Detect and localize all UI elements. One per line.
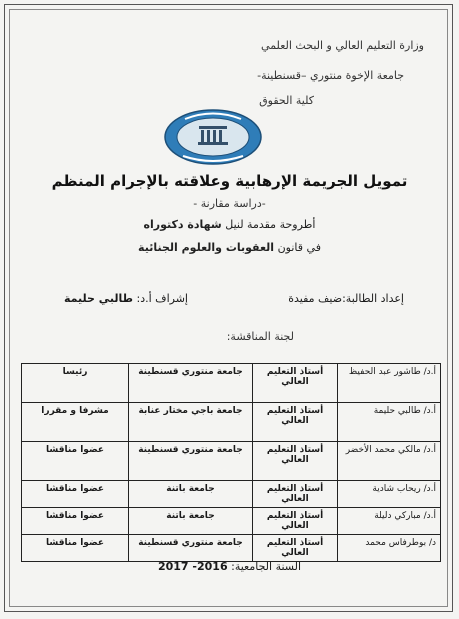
member-university: جامعة باتنة xyxy=(129,481,253,508)
member-university: جامعة باجي مختار عنابة xyxy=(129,403,253,442)
speciality-line xyxy=(0,241,459,254)
thesis-subtitle: -دراسة مقارنة - xyxy=(193,197,266,210)
thesis-title: تمويل الجريمة الإرهابية وعلاقته بالإجرام المنظم xyxy=(51,172,408,190)
member-name: أ.د/ مالكي محمد الأخضر xyxy=(338,442,441,481)
academic-year-label: السنة الجامعية: xyxy=(231,560,302,573)
ministry-line: وزارة التعليم العالي و البحث العلمي xyxy=(261,39,424,52)
member-grade: أستاذ التعليم العالي xyxy=(253,508,338,535)
committee-title: لجنة المناقشة: xyxy=(226,330,294,343)
member-name: أ.د/ طاشور عبد الحفيظ xyxy=(338,364,441,403)
university-line: جامعة الإخوة منتوري –قسنطينة- xyxy=(257,69,404,82)
academic-year xyxy=(0,560,459,573)
member-name: د/ بوطرفاس محمد xyxy=(338,535,441,562)
member-university: جامعة منتوري قسنطينة xyxy=(129,364,253,403)
member-role: عضوا مناقشا xyxy=(22,535,129,562)
member-name: أ.د/ مباركي دليلة xyxy=(338,508,441,535)
supervisor-name: طالبي حليمة xyxy=(64,292,134,305)
member-role: عضوا مناقشا xyxy=(22,508,129,535)
member-grade: أستاذ التعليم العالي xyxy=(253,442,338,481)
speciality-prefix: في قانون xyxy=(277,241,321,254)
committee-table xyxy=(21,363,441,562)
supervisor-line xyxy=(64,292,188,305)
supervisor-prefix: إشراف أ.د: xyxy=(136,292,188,305)
thesis-prefix: أطروحة مقدمة لنيل xyxy=(225,218,316,231)
academic-year-value: 2016- 2017 xyxy=(157,560,228,573)
table-row xyxy=(22,364,441,403)
speciality-name: العقوبات والعلوم الجنائية xyxy=(138,241,275,254)
member-grade: أستاذ التعليم العالي xyxy=(253,535,338,562)
table-row xyxy=(22,481,441,508)
member-name: أ.د/ طالبي حليمة xyxy=(338,403,441,442)
table-row xyxy=(22,508,441,535)
member-role: عضوا مناقشا xyxy=(22,442,129,481)
member-university: جامعة منتوري قسنطينة xyxy=(129,442,253,481)
member-name: أ.د/ ريحاب شادية xyxy=(338,481,441,508)
prepared-by: إعداد الطالبة:ضيف مفيدة xyxy=(288,292,404,305)
table-row xyxy=(22,442,441,481)
member-grade: أستاذ التعليم العالي xyxy=(253,364,338,403)
table-row xyxy=(22,403,441,442)
member-university: جامعة منتوري قسنطينة xyxy=(129,535,253,562)
member-role: رئيسا xyxy=(22,364,129,403)
table-row xyxy=(22,535,441,562)
faculty-line: كلية الحقوق xyxy=(259,94,314,107)
member-university: جامعة باتنة xyxy=(129,508,253,535)
member-grade: أستاذ التعليم العالي xyxy=(253,481,338,508)
university-logo-icon xyxy=(163,108,263,166)
member-role: عضوا مناقشا xyxy=(22,481,129,508)
member-grade: أستاذ التعليم العالي xyxy=(253,403,338,442)
member-role: مشرفا و مقررا xyxy=(22,403,129,442)
thesis-degree-line xyxy=(0,218,459,231)
thesis-degree: شهادة دكتوراه xyxy=(143,218,222,231)
